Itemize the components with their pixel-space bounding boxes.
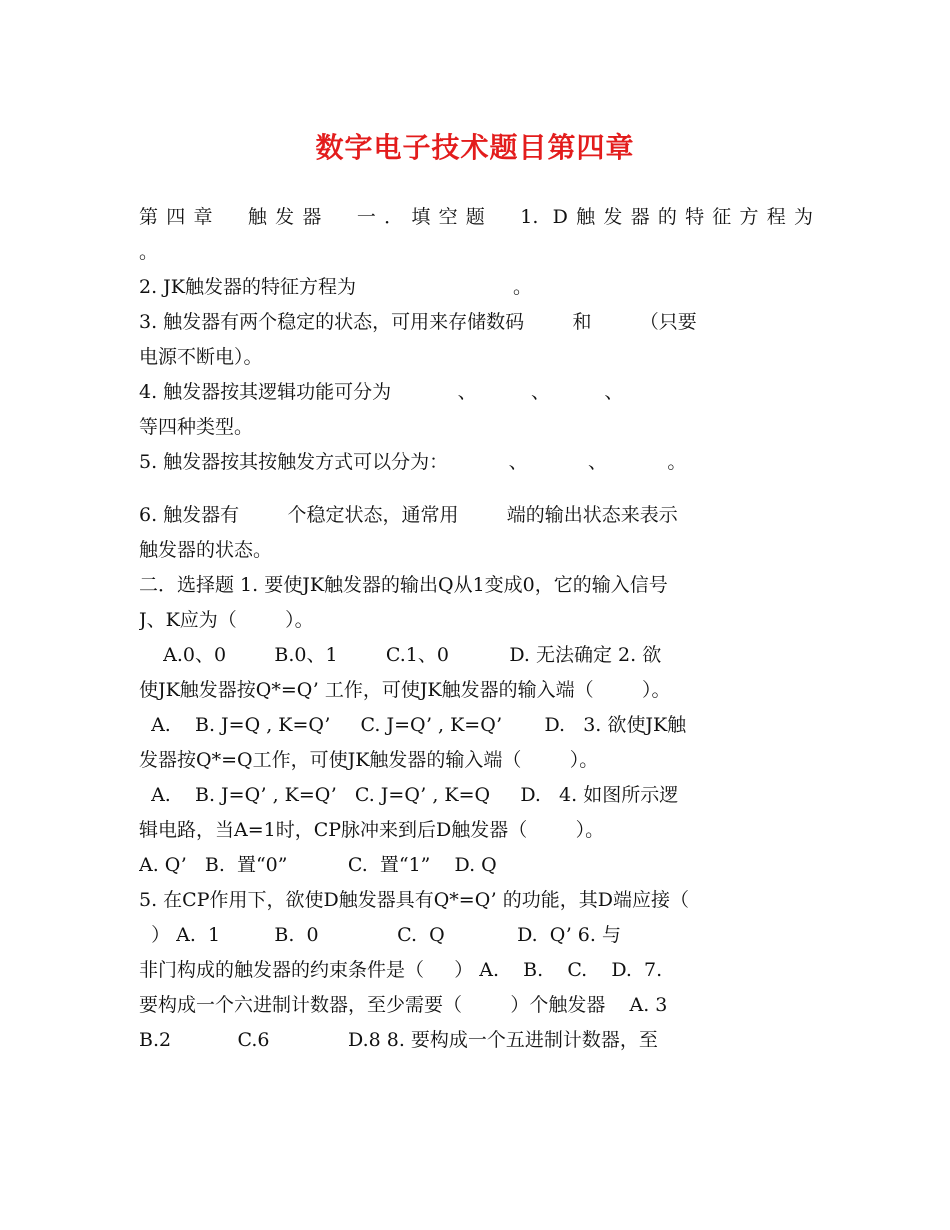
text-line: 二．选择题 1. 要使JK触发器的输出Q从1变成0，它的输入信号 — [139, 574, 668, 596]
text-line: 2. JK触发器的特征方程为 。 — [139, 276, 533, 298]
text-line: A. B. J=Q’ , K=Q’ C. J=Q’ , K=Q D. 4. 如图所示逻 — [139, 784, 679, 806]
text-line: 。 — [139, 241, 159, 263]
text-line: 等四种类型。 — [139, 416, 254, 438]
text-line: B.2 C.6 D.8 8. 要构成一个五进制计数器，至 — [139, 1029, 658, 1051]
text-line: ） A. 1 B. 0 C. Q D. Q’ 6. 与 — [139, 924, 621, 946]
document-body — [139, 200, 813, 1058]
text-line: 触发器的状态。 — [139, 539, 273, 561]
text-line: 发器按Q*=Q工作，可使JK触发器的输入端（ ）。 — [139, 749, 599, 771]
text-line: 5. 在CP作用下，欲使D触发器具有Q*=Q’ 的功能，其D端应接（ — [139, 889, 689, 911]
text-line: 要构成一个六进制计数器，至少需要（ ）个触发器 A. 3 — [139, 994, 668, 1016]
text-line: J、K应为（ ）。 — [139, 609, 314, 631]
text-line: 3. 触发器有两个稳定的状态，可用来存储数码 和 （只要 — [139, 311, 697, 333]
text-line: 辑电路，当A=1时，CP脉冲来到后D触发器（ ）。 — [139, 819, 605, 841]
text-line: 第四章 触发器 一．填空题 1. D触发器的特征方程为 — [139, 206, 813, 228]
text-line: 4. 触发器按其逻辑功能可分为 、 、 、 — [139, 381, 624, 403]
text-line: 6. 触发器有 个稳定状态，通常用 端的输出状态来表示 — [139, 504, 678, 526]
text-line: A. B. J=Q , K=Q’ C. J=Q’ , K=Q’ D. 3. 欲使JK触 — [139, 714, 687, 736]
document-title: 数字电子技术题目第四章 — [315, 131, 635, 164]
text-line: 使JK触发器按Q*=Q’ 工作，可使JK触发器的输入端（ ）。 — [139, 679, 671, 701]
text-line: 5. 触发器按其按触发方式可以分为： 、 、 。 — [139, 451, 687, 473]
text-line: 电源不断电）。 — [139, 346, 263, 368]
text-line: A.0、0 B.0、1 C.1、0 D. 无法确定 2. 欲 — [139, 644, 662, 666]
text-line: 非门构成的触发器的约束条件是（ ） A. B. C. D. 7. — [139, 959, 663, 981]
text-line: A. Q’ B. 置“0” C. 置“1” D. Q — [139, 854, 497, 876]
